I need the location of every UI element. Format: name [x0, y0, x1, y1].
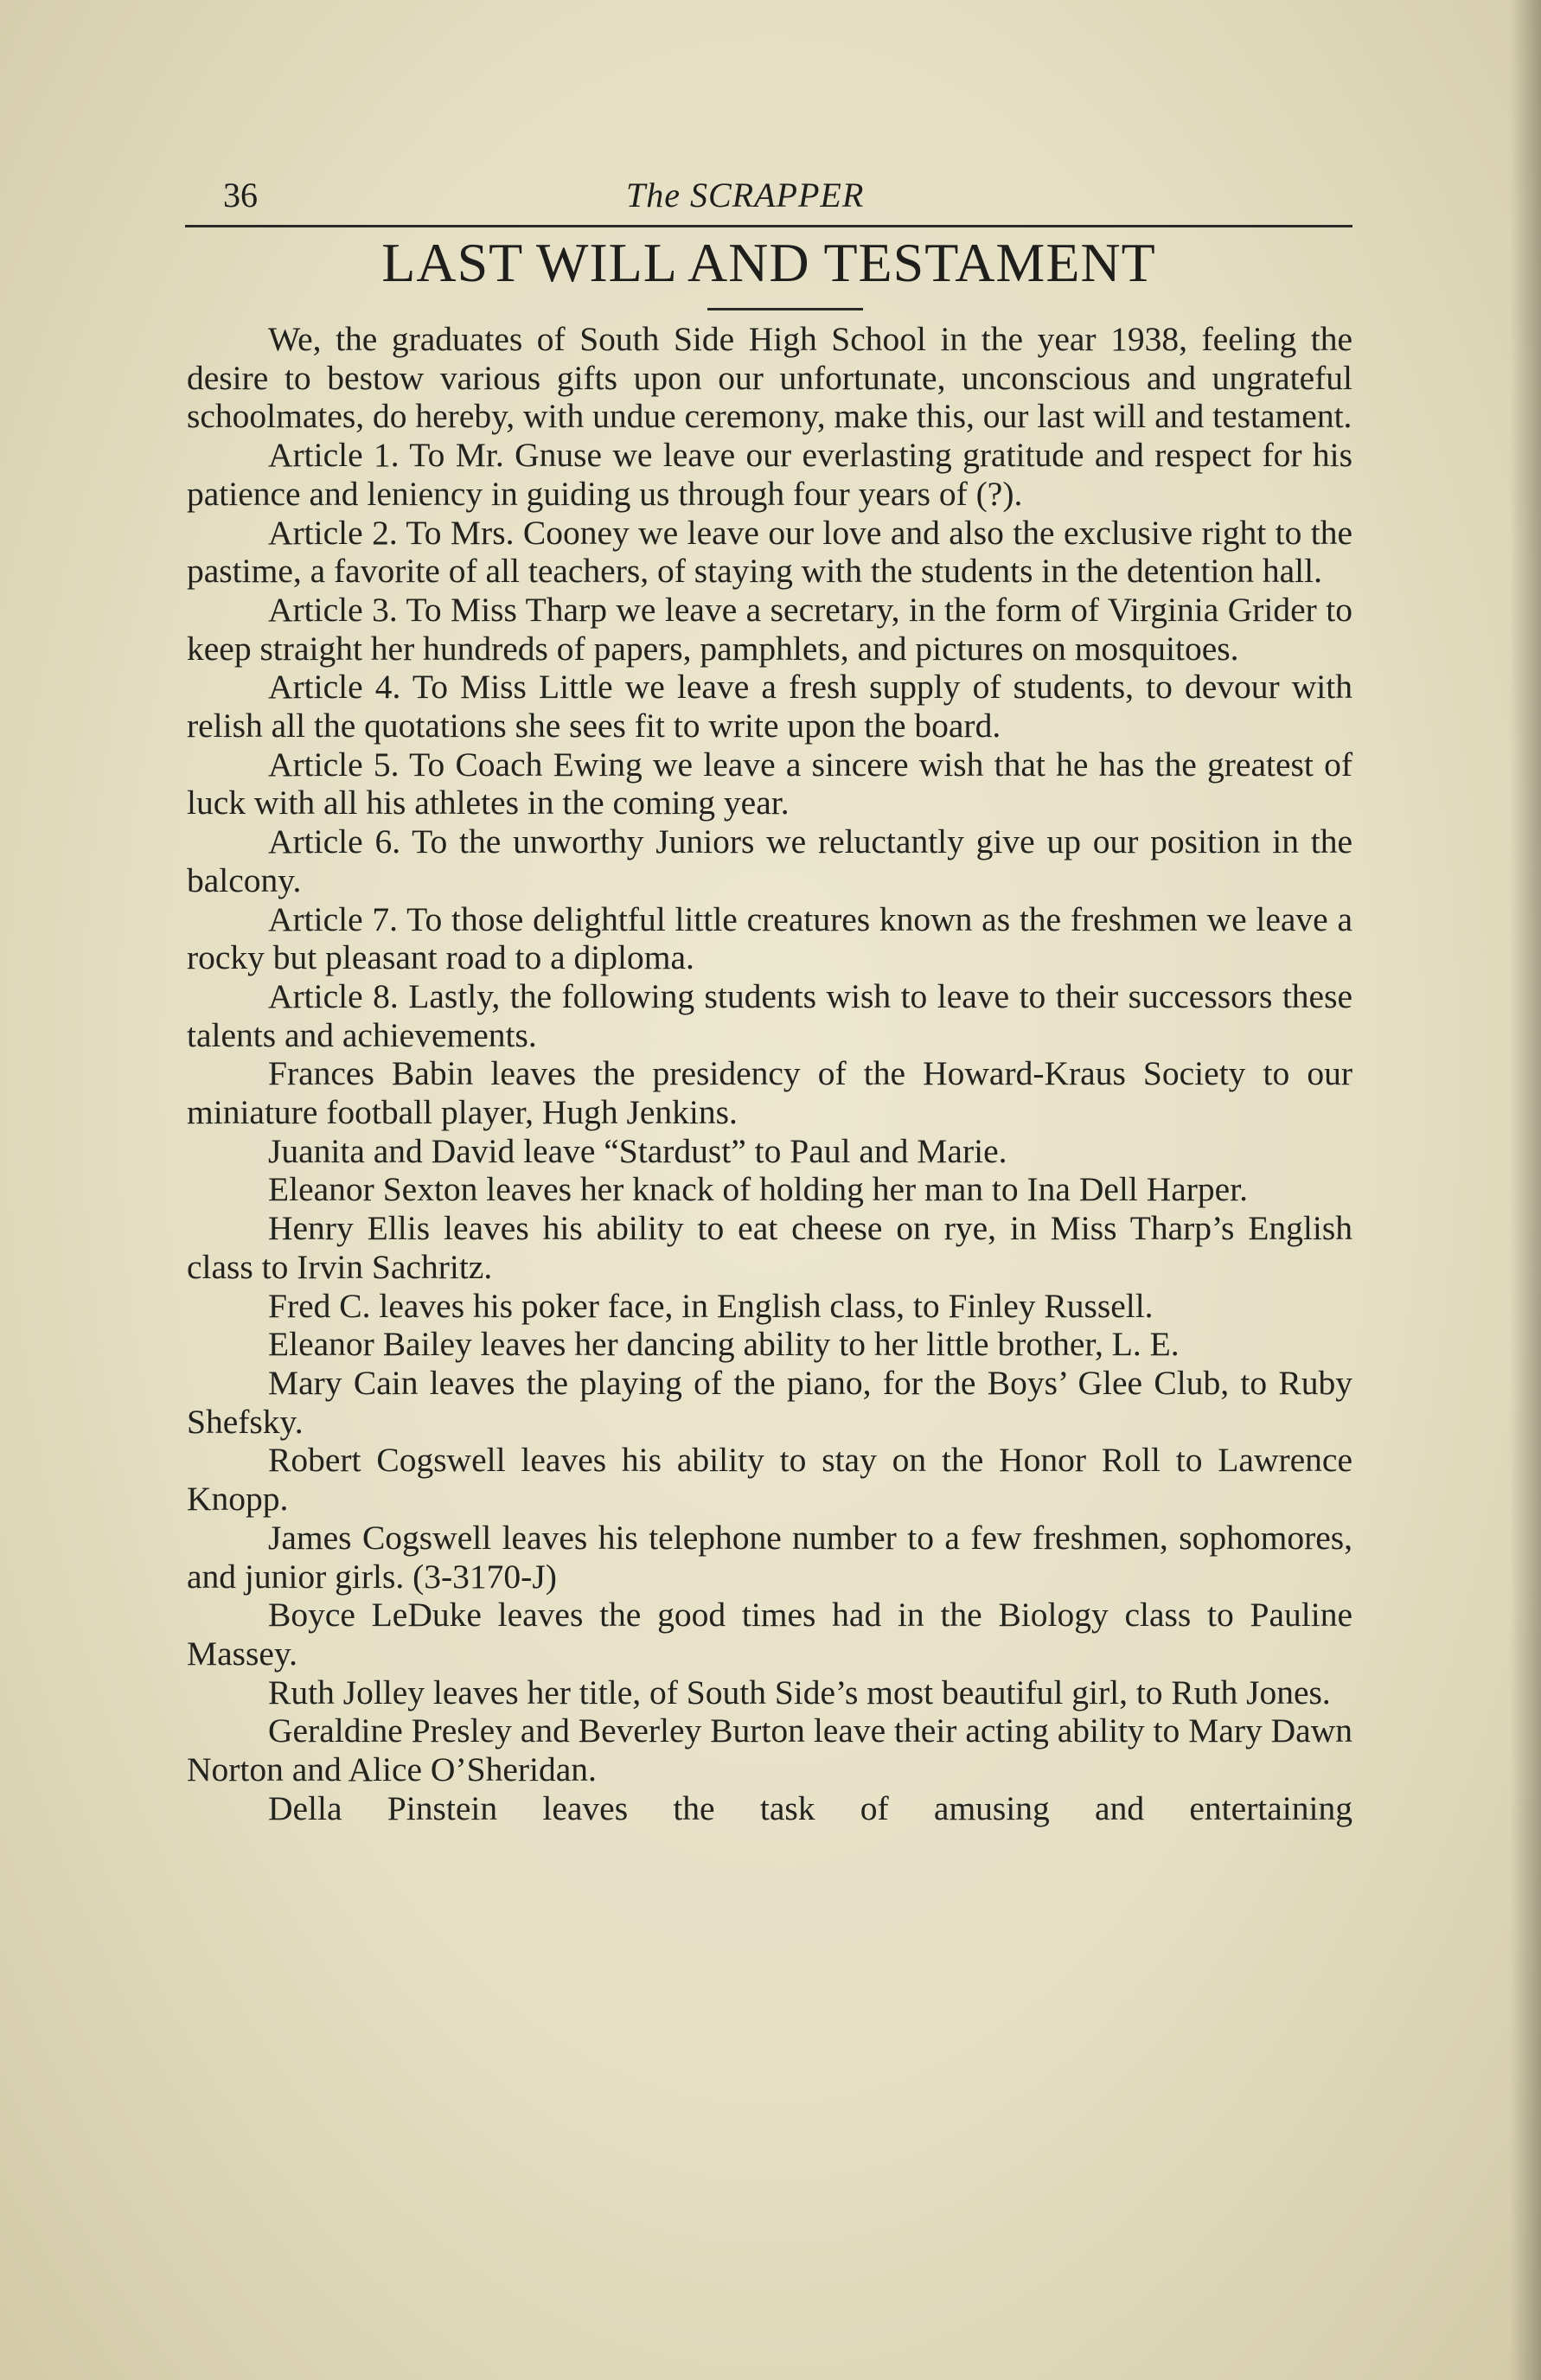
bequest-paragraph: Boyce LeDuke leaves the good times had in the Biology class to Pauline Massey. — [187, 1596, 1352, 1673]
paragraph-article-2: Article 2. To Mrs. Cooney we leave our love and also the exclusive right to the pastime, a favorite of all teachers, of staying with the students in the detention hall. — [187, 513, 1352, 591]
bequest-paragraph: Eleanor Sexton leaves her knack of holding her man to Ina Dell Harper. — [268, 1170, 1249, 1209]
bequest-paragraph: James Cogswell leaves his telephone number to a few freshmen, sophomores, and junior girls. (3-3170-J) — [187, 1518, 1352, 1596]
paragraph-article-6: Article 6. To the unworthy Juniors we reluctantly give up our position in the balcony. — [187, 822, 1352, 899]
bequest-paragraph: Juanita and David leave “Stardust” to Paul and Marie. — [268, 1131, 1007, 1170]
page-edge-shadow — [1510, 0, 1541, 2380]
paragraph-article-1: Article 1. To Mr. Gnuse we leave our everlasting gratitude and respect for his patience and leniency in guiding us through four years of (?). — [187, 436, 1352, 513]
paragraph-article-5: Article 5. To Coach Ewing we leave a sincere wish that he has the greatest of luck with all his athletes in the coming year. — [187, 745, 1352, 822]
paragraph-preamble: We, the graduates of South Side High School in the year 1938, feeling the desire to bestow various gifts upon our unfortunate, unconscious and ungrateful schoolmates, do hereby, with undue ceremony, make this, our last will and testament. — [187, 320, 1352, 436]
running-header — [185, 170, 1352, 227]
bequest-paragraph: Robert Cogswell leaves his ability to stay on the Honor Roll to Lawrence Knopp. — [187, 1441, 1352, 1519]
bequest-paragraph: Eleanor Bailey leaves her dancing ability to her little brother, L. E. — [268, 1325, 1180, 1364]
page-number: 36 — [223, 176, 258, 214]
running-title: The SCRAPPER — [626, 176, 865, 214]
bequest-paragraph: Fred C. leaves his poker face, in English class, to Finley Russell. — [268, 1286, 1154, 1325]
bequest-paragraph: Henry Ellis leaves his ability to eat cheese on rye, in Miss Tharp’s English class to Irvin Sachritz. — [187, 1209, 1352, 1286]
bequest-paragraph: Ruth Jolley leaves her title, of South Side’s most beautiful girl, to Ruth Jones. — [268, 1673, 1331, 1711]
paragraph-article-8: Article 8. Lastly, the following students wish to leave to their successors these talents and achievements. — [187, 976, 1352, 1054]
bequest-paragraph: Geraldine Presley and Beverley Burton leave their acting ability to Mary Dawn Norton and Alice O’Sheridan. — [187, 1711, 1352, 1789]
article-title: LAST WILL AND TESTAMENT — [381, 232, 1156, 293]
paragraph-article-3: Article 3. To Miss Tharp we leave a secretary, in the form of Virginia Grider to keep straight her hundreds of papers, pamphlets, and pictures on mosquitoes. — [187, 590, 1352, 668]
article-body — [187, 320, 1352, 1827]
bequest-paragraph-continued: Della Pinstein leaves the task of amusing and entertaining — [268, 1788, 1352, 1827]
bequest-paragraph: Mary Cain leaves the playing of the piano, for the Boys’ Glee Club, to Ruby Shefsky. — [187, 1363, 1352, 1441]
bequest-paragraph: Frances Babin leaves the presidency of the Howard-Kraus Society to our miniature football player, Hugh Jenkins. — [187, 1054, 1352, 1132]
paragraph-article-7: Article 7. To those delightful little creatures known as the freshmen we leave a rocky but pleasant road to a diploma. — [187, 899, 1352, 977]
title-underline-rule — [707, 308, 863, 310]
paragraph-article-4: Article 4. To Miss Little we leave a fresh supply of students, to devour with relish all the quotations she sees fit to write upon the board. — [187, 668, 1352, 745]
